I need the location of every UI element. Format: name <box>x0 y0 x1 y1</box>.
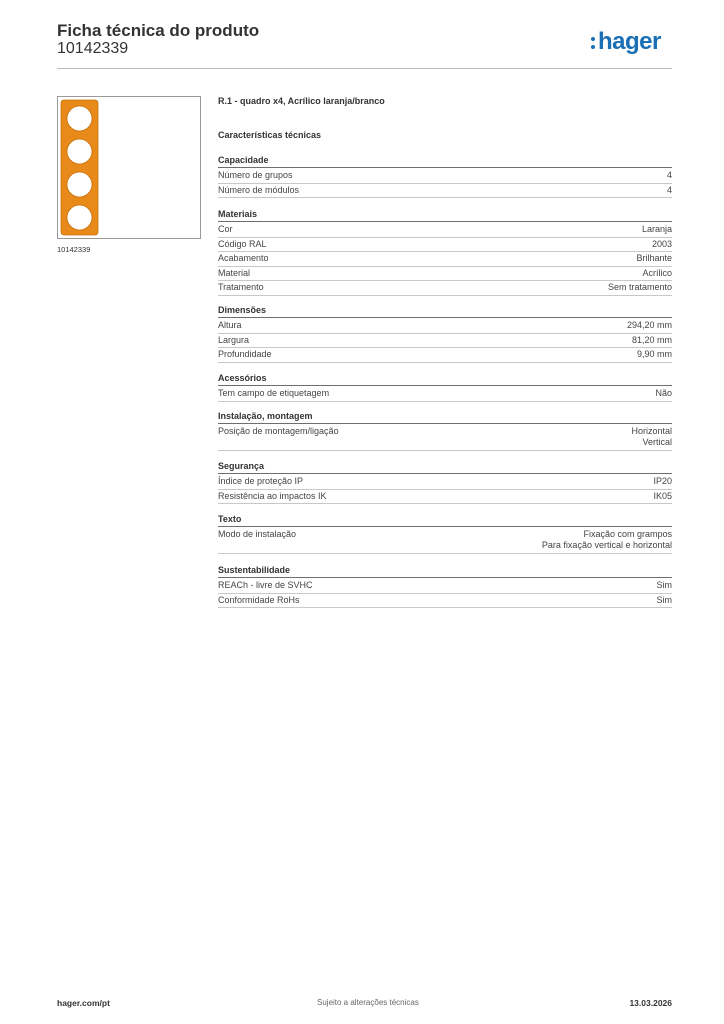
row-divider <box>218 362 672 363</box>
row-divider <box>218 347 672 348</box>
footer-date: 13.03.2026 <box>629 998 672 1008</box>
group-divider <box>218 317 672 318</box>
spec-key: Tratamento <box>218 282 264 293</box>
spec-key: Número de módulos <box>218 184 300 195</box>
spec-key: Resistência ao impactos IK <box>218 490 327 501</box>
spec-value <box>632 335 672 346</box>
spec-value <box>655 388 672 399</box>
logo-text: hager <box>598 28 661 55</box>
spec-value <box>631 426 672 448</box>
group-divider <box>218 423 672 424</box>
spec-value <box>642 268 672 279</box>
group-divider <box>218 221 672 222</box>
page-title: Ficha técnica do produto <box>57 21 260 40</box>
spec-key: Conformidade RoHs <box>218 594 300 605</box>
spec-value-line: 9,90 mm <box>636 349 672 360</box>
product-image <box>57 96 201 239</box>
row-divider <box>218 197 672 198</box>
spec-value <box>652 239 672 250</box>
spec-key: Posição de montagem/ligação <box>218 426 339 436</box>
spec-value-line: 294,20 mm <box>626 320 672 330</box>
row-divider <box>218 607 672 608</box>
spec-value <box>642 224 672 235</box>
spec-value-line: Horizontal <box>631 426 672 436</box>
row-divider <box>218 251 672 252</box>
spec-value-line: IP20 <box>653 476 672 486</box>
spec-key: Cor <box>218 224 233 234</box>
product-name: R.1 - quadro x4, Acrílico laranja/branco <box>218 96 385 106</box>
spec-value-line: Sim <box>656 594 672 605</box>
group-title: Capacidade <box>218 155 269 165</box>
spec-value-line: Vertical <box>642 437 672 447</box>
spec-value-line: IK05 <box>653 490 672 501</box>
group-divider <box>218 577 672 578</box>
spec-value-line: 4 <box>666 170 672 180</box>
row-divider <box>218 553 672 554</box>
spec-value-line: 2003 <box>651 238 672 249</box>
spec-value-line: 81,20 mm <box>631 334 672 345</box>
spec-value <box>657 580 673 591</box>
spec-value <box>653 491 672 502</box>
spec-value <box>657 595 673 606</box>
group-title: Sustentabilidade <box>218 565 291 575</box>
spec-value-line: Fixação com grampos <box>583 529 672 539</box>
row-divider <box>218 237 672 238</box>
group-title: Acessórios <box>218 373 267 383</box>
spec-value-line: Laranja <box>641 224 672 234</box>
spec-value <box>667 185 672 196</box>
spec-value <box>627 320 672 331</box>
logo-dots-icon <box>591 34 596 50</box>
footer-website-link[interactable]: hager.com/pt <box>57 998 110 1008</box>
group-title: Instalação, montagem <box>218 411 313 421</box>
spec-key: Altura <box>218 320 242 330</box>
group-divider <box>218 526 672 527</box>
group-divider <box>218 385 672 386</box>
row-divider <box>218 333 672 334</box>
spec-value-line: Acrílico <box>642 267 672 278</box>
spec-value <box>637 349 672 360</box>
section-title: Características técnicas <box>218 130 322 140</box>
group-title: Segurança <box>218 461 265 471</box>
group-divider <box>218 473 672 474</box>
spec-key: Modo de instalação <box>218 529 297 539</box>
group-title: Materiais <box>218 209 258 219</box>
row-divider <box>218 401 672 402</box>
header-divider <box>57 68 672 69</box>
spec-value-line: 4 <box>666 184 672 195</box>
spec-value-line: Para fixação vertical e horizontal <box>541 540 672 550</box>
row-divider <box>218 295 672 296</box>
spec-key: Número de grupos <box>218 170 293 180</box>
spec-value <box>667 170 672 181</box>
spec-key: Acabamento <box>218 253 269 264</box>
row-divider <box>218 593 672 594</box>
row-divider <box>218 489 672 490</box>
spec-key: Profundidade <box>218 349 272 360</box>
spec-value-line: Brilhante <box>636 253 672 264</box>
group-title: Texto <box>218 514 242 524</box>
spec-value-line: Sem tratamento <box>607 282 672 293</box>
spec-value <box>542 529 672 551</box>
product-image-caption: 10142339 <box>57 245 91 254</box>
row-divider <box>218 450 672 451</box>
row-divider <box>218 266 672 267</box>
group-divider <box>218 167 672 168</box>
quad-frame-icon <box>58 97 200 238</box>
footer-notice: Sujeito a alterações técnicas <box>317 998 419 1007</box>
hager-logo <box>591 28 661 56</box>
spec-key: Código RAL <box>218 238 267 249</box>
spec-key: Material <box>218 267 251 278</box>
spec-key: Índice de proteção IP <box>218 476 304 486</box>
spec-key: Tem campo de etiquetagem <box>218 388 330 398</box>
spec-key: Largura <box>218 334 250 345</box>
spec-value <box>608 282 672 293</box>
spec-value <box>653 476 672 487</box>
spec-value <box>636 253 672 264</box>
row-divider <box>218 280 672 281</box>
spec-value-line: Não <box>655 388 672 398</box>
row-divider <box>218 183 672 184</box>
group-title: Dimensões <box>218 305 267 315</box>
product-code: 10142339 <box>57 40 129 57</box>
spec-key: REACh - livre de SVHC <box>218 580 313 590</box>
spec-value-line: Sim <box>656 580 672 590</box>
row-divider <box>218 503 672 504</box>
